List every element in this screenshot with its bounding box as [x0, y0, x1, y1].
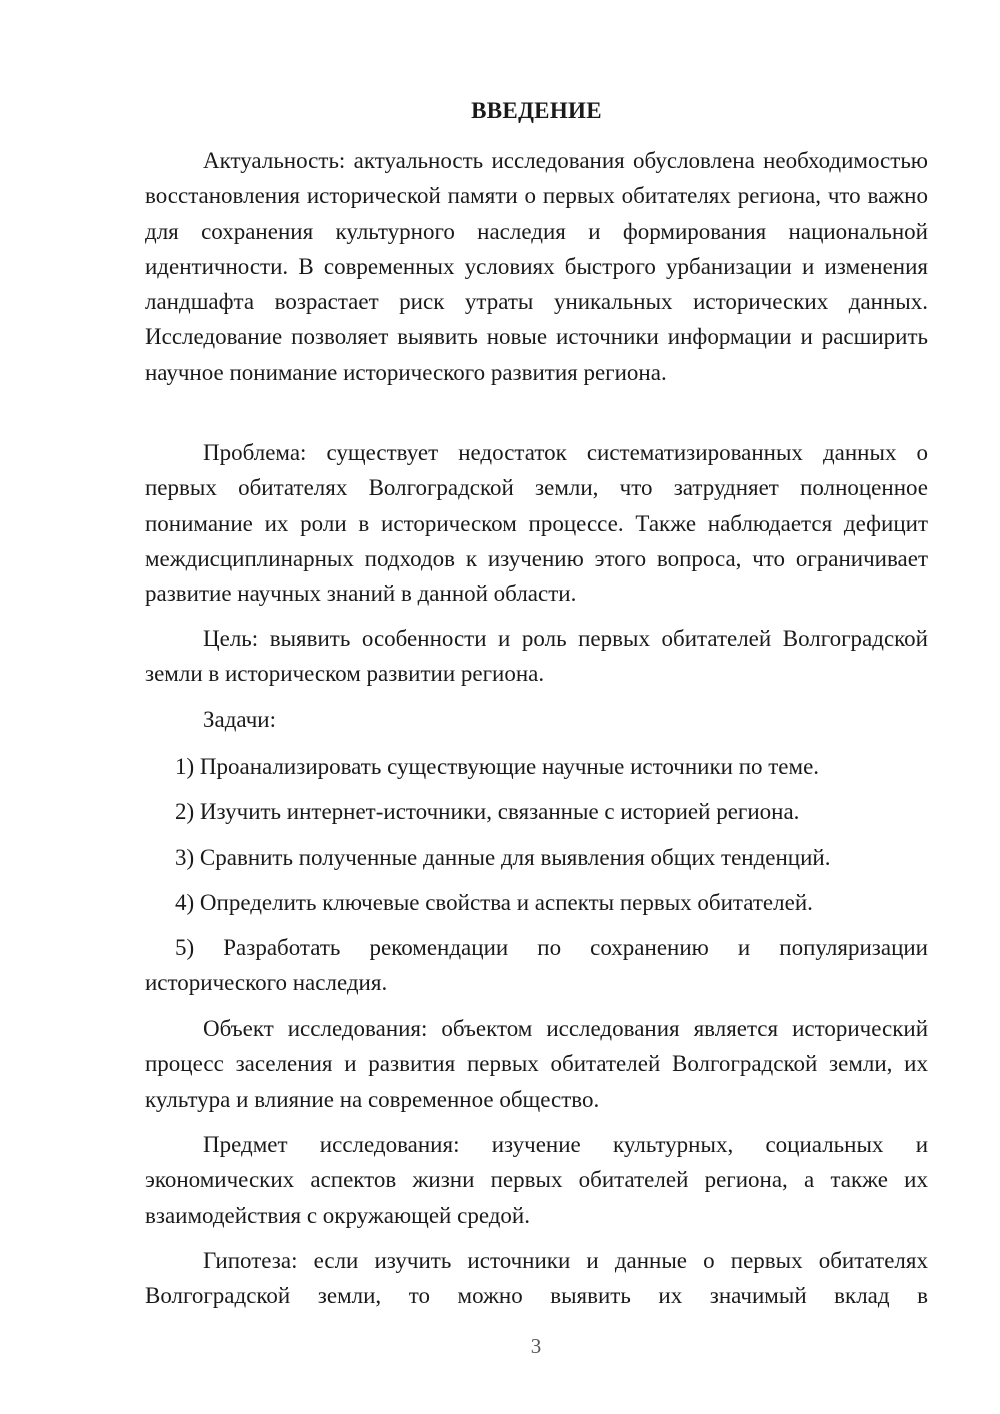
- subject-paragraph: Предмет исследования: изучение культурных, социальных и экономических аспектов жизни первых обитателей региона, а также их взаимодействия с окружающей средой.: [145, 1132, 928, 1228]
- task-item: 1) Проанализировать существующие научные источники по теме.: [175, 754, 820, 779]
- goal-paragraph: Цель: выявить особенности и роль первых обитателей Волгоградской земли в историческом развитии региона.: [145, 626, 928, 687]
- page-number: 3: [530, 1334, 542, 1358]
- task-item: 3) Сравнить полученные данные для выявления общих тенденций.: [175, 845, 831, 870]
- page-title: ВВЕДЕНИЕ: [471, 98, 602, 123]
- object-paragraph: Объект исследования: объектом исследования является исторический процесс заселения и развития первых обитателей Волгоградской земли, их культура и влияние на современное общество.: [145, 1016, 928, 1112]
- relevance-paragraph: Актуальность: актуальность исследования обусловлена необходимостью восстановления исторической памяти о первых обитателях региона, что важно для сохранения культурного наследия и формирования национальной идентичности. В современных условиях быстрого урбанизации и изменения ландшафта возрастает риск утраты уникальных исторических данных. Исследование позволяет выявить новые источники информации и расширить научное понимание исторического развития региона.: [145, 148, 928, 385]
- tasks-heading: Задачи:: [203, 707, 276, 732]
- task-item: 5) Разработать рекомендации по сохранению и популяризации исторического наследия.: [145, 935, 928, 996]
- task-item: 2) Изучить интернет-источники, связанные с историей региона.: [175, 799, 800, 824]
- task-item: 4) Определить ключевые свойства и аспекты первых обитателей.: [175, 890, 813, 915]
- problem-paragraph: Проблема: существует недостаток систематизированных данных о первых обитателях Волгоградской земли, что затрудняет полноценное понимание их роли в историческом процессе. Также наблюдается дефицит междисциплинарных подходов к изучению этого вопроса, что ограничивает развитие научных знаний в данной области.: [145, 440, 928, 607]
- hypothesis-paragraph: Гипотеза: если изучить источники и данные о первых обитателях Волгоградской земли, то можно выявить их значимый вклад в: [145, 1248, 928, 1309]
